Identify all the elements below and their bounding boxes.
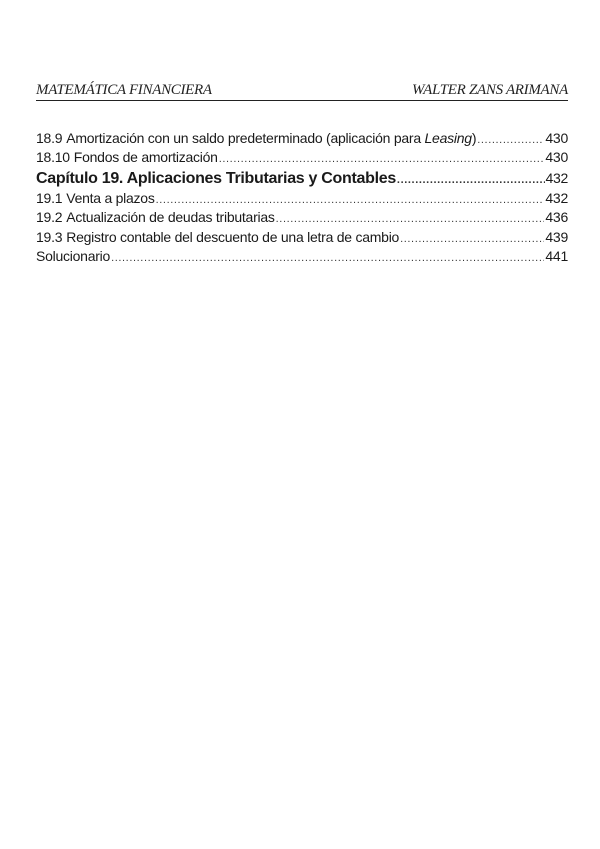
toc-page-number: 432 — [545, 189, 568, 206]
toc-entry-text: Amortización con un saldo predeterminado (aplicación para — [66, 130, 425, 146]
toc-entry-text: Fondos de amortización — [73, 149, 218, 166]
table-of-contents — [36, 129, 568, 266]
toc-entry-text: Actualización de deudas tributarias — [66, 209, 275, 226]
toc-entry-title: Solucionario — [36, 247, 111, 264]
toc-page-number: 441 — [545, 247, 568, 264]
toc-entry-title — [36, 148, 218, 167]
toc-entry-number: 19.3 — [36, 228, 63, 245]
toc-page-number: 432 — [545, 169, 568, 186]
toc-entry-number: 18.10 — [36, 149, 70, 166]
toc-entry-text: Registro contable del descuento de una letra de cambio — [66, 228, 400, 245]
toc-page-number: 436 — [545, 209, 568, 226]
toc-entry-19-3 — [36, 228, 568, 247]
toc-entry-title — [36, 228, 399, 247]
book-title: MATEMÁTICA FINANCIERA — [36, 82, 212, 98]
toc-entry-18-10 — [36, 148, 568, 167]
author-name: WALTER ZANS ARIMANA — [411, 82, 568, 98]
toc-entry-19-1 — [36, 189, 568, 208]
toc-chapter-19 — [36, 168, 568, 189]
toc-page-number: 430 — [545, 130, 568, 146]
toc-entry-title — [36, 189, 155, 208]
toc-entry-title — [36, 208, 275, 227]
dot-leader — [111, 249, 544, 268]
toc-entry-18-9 — [36, 129, 568, 148]
toc-entry-19-2 — [36, 208, 568, 227]
running-header — [36, 80, 568, 101]
dot-leader — [400, 230, 544, 249]
toc-chapter-title: Capítulo 19. Aplicaciones Tributarias y Contables — [36, 169, 396, 187]
toc-entry-text: Venta a plazos — [66, 189, 155, 206]
dot-leader — [397, 170, 545, 191]
toc-entry-solucionario — [36, 247, 568, 266]
toc-entry-number: 19.1 — [36, 189, 63, 206]
toc-page-number: 430 — [545, 149, 568, 166]
toc-entry-number: 18.9 — [36, 130, 63, 146]
dot-leader — [477, 131, 544, 150]
toc-entry-title — [36, 129, 476, 148]
toc-entry-italic-text: Leasing — [424, 130, 472, 146]
toc-entry-number: 19.2 — [36, 209, 63, 226]
toc-page-number: 439 — [545, 228, 568, 245]
toc-entry-text-suffix: ) — [471, 130, 477, 146]
